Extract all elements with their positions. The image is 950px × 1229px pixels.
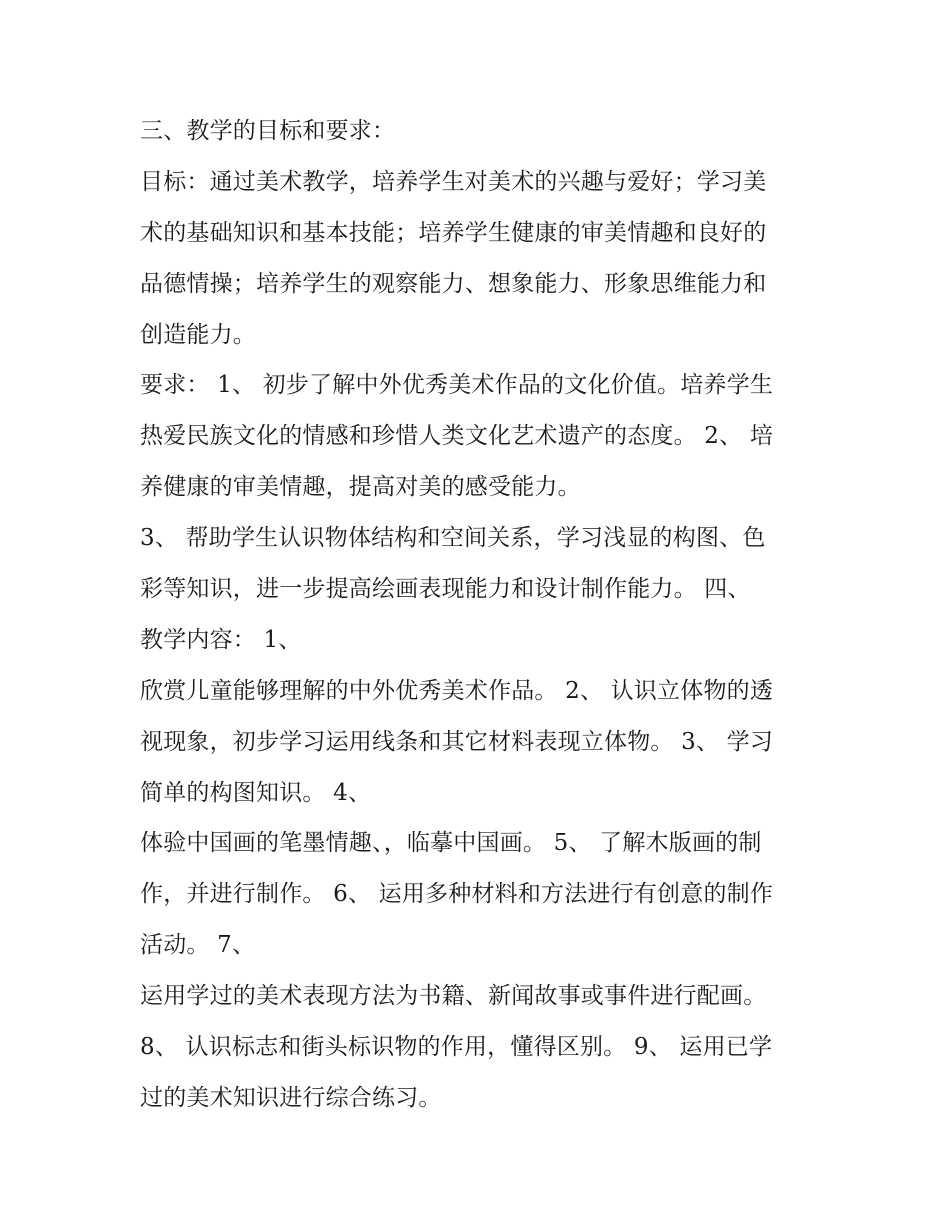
text-line: 目标：通过美术教学，培养学生对美术的兴趣与爱好；学习美 bbox=[140, 168, 767, 195]
text-line: 要求： 1、 初步了解中外优秀美术作品的文化价值。培养学生 bbox=[140, 372, 774, 399]
text-line: 运用学过的美术表现方法为书籍、新闻故事或事件进行配画。 bbox=[140, 983, 767, 1010]
text-line: 视现象，初步学习运用线条和其它材料表现立体物。 3、 学习 bbox=[140, 728, 774, 755]
text-line: 彩等知识，进一步提高绘画表现能力和设计制作能力。 四、 bbox=[140, 576, 751, 603]
text-line: 术的基础知识和基本技能；培养学生健康的审美情趣和良好的 bbox=[140, 219, 767, 246]
text-line: 体验中国画的笔墨情趣、，临摹中国画。 5、 了解木版画的制 bbox=[140, 830, 762, 857]
text-line: 过的美术知识进行综合练习。 bbox=[140, 1084, 442, 1111]
text-line: 作，并进行制作。 6、 运用多种材料和方法进行有创意的制作 bbox=[140, 881, 774, 908]
text-line: 品德情操；培养学生的观察能力、想象能力、形象思维能力和 bbox=[140, 270, 767, 297]
text-line: 创造能力。 bbox=[140, 321, 256, 348]
text-line: 欣赏儿童能够理解的中外优秀美术作品。 2、 认识立体物的透 bbox=[140, 677, 774, 704]
text-line: 养健康的审美情趣，提高对美的感受能力。 bbox=[140, 474, 581, 501]
text-line-heading: 三、教学的目标和要求： bbox=[140, 118, 396, 144]
text-line: 热爱民族文化的情感和珍惜人类文化艺术遗产的态度。 2、 培 bbox=[140, 423, 774, 450]
text-line: 教学内容： 1、 bbox=[140, 626, 302, 653]
text-line: 活动。 7、 bbox=[140, 932, 256, 959]
text-line: 8、 认识标志和街头标识物的作用，懂得区别。 9、 运用已学 bbox=[140, 1034, 773, 1061]
document-body bbox=[140, 106, 820, 1124]
text-line: 3、 帮助学生认识物体结构和空间关系，学习浅显的构图、色 bbox=[140, 525, 766, 552]
text-line: 简单的构图知识。 4、 bbox=[140, 779, 372, 806]
